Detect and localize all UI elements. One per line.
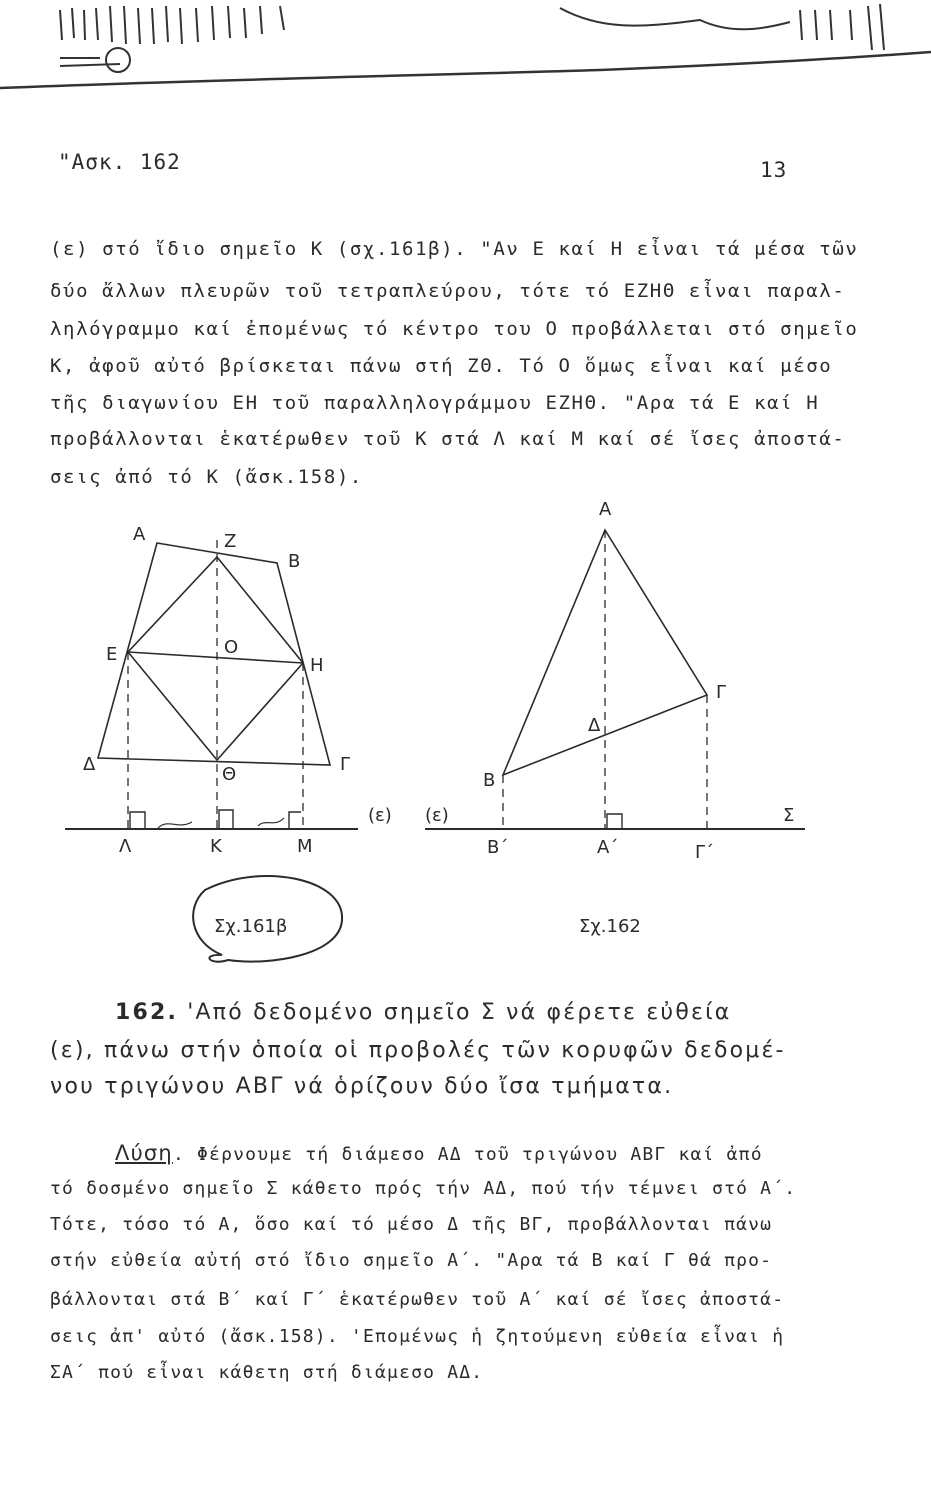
label-G-right: Γ — [716, 682, 727, 703]
label-B1: Β΄ — [487, 837, 509, 858]
text-line: σεις ἀπό τό Κ (ἄσκ.158). — [50, 466, 363, 488]
parallelogram-ezhth — [128, 557, 303, 760]
solution-line: σεις ἀπ' αὐτό (ἄσκ.158). 'Επομένως ἡ ζητούμενη εὐθεία εἶναι ἡ — [50, 1326, 785, 1347]
label-A1: Α΄ — [597, 837, 619, 858]
solution-line: . Φέρνουμε τή διάμεσο ΑΔ τοῦ τριγώνου ΑΒΓ καί ἀπό — [172, 1144, 763, 1165]
label-D-right: Δ — [588, 715, 601, 736]
diagonal-eh — [128, 652, 303, 663]
label-D-left: Δ — [83, 754, 96, 775]
text-line: τῆς διαγωνίου ΕΗ τοῦ παραλληλογράμμου ΕΖΗΘ. "Αρα τά Ε καί Η — [50, 392, 820, 414]
label-eps-right: (ε) — [425, 805, 449, 826]
solution-line: ΣΑ΄ πού εἶναι κάθετη στή διάμεσο ΑΔ. — [50, 1362, 484, 1383]
label-eps-left: (ε) — [368, 805, 392, 826]
label-Th: Θ — [222, 764, 237, 785]
handwritten-scribble — [0, 0, 931, 100]
text-line: (ε) στό ἴδιο σημεῖο Κ (σχ.161β). "Αν Ε καί Η εἶναι τά μέσα τῶν — [50, 238, 859, 260]
problem-line: νου τριγώνου ΑΒΓ νά ὁρίζουν δύο ἴσα τμήματα. — [50, 1074, 674, 1099]
text-line: δύο ἄλλων πλευρῶν τοῦ τετραπλεύρου, τότε τό ΕΖΗΘ εἶναι παραλ- — [50, 280, 846, 302]
exercise-label: "Ασκ. 162 — [58, 150, 181, 174]
label-M: Μ — [297, 836, 313, 857]
figure-161b — [65, 540, 358, 829]
label-G1: Γ΄ — [695, 842, 715, 863]
label-B-left: Β — [288, 551, 301, 572]
label-Z: Ζ — [224, 531, 237, 552]
problem-line: (ε), πάνω στήν ὁποία οἱ προβολές τῶν κορυφῶν δεδομέ- — [50, 1038, 786, 1063]
problem-line: 'Από δεδομένο σημεῖο Σ νά φέρετε εὐθεία — [178, 1000, 732, 1025]
page-number: 13 — [760, 158, 788, 182]
label-S: Σ — [783, 805, 795, 826]
solution-line: τό δοσμένο σημεῖο Σ κάθετο πρός τήν ΑΔ, πού τήν τέμνει στό Α΄. — [50, 1178, 797, 1199]
label-K: Κ — [210, 836, 222, 857]
figures — [0, 490, 931, 980]
label-G-left: Γ — [340, 754, 351, 775]
label-A-right: Α — [599, 499, 612, 520]
solution-line: στήν εὐθεία αὐτή στό ἴδιο σημεῖο Α΄. "Αρα τά Β καί Γ θά προ- — [50, 1250, 773, 1271]
text-line: Κ, ἀφοῦ αὐτό βρίσκεται πάνω στή ΖΘ. Τό Ο ὅμως εἶναι καί μέσο — [50, 355, 833, 377]
label-E: Ε — [106, 644, 118, 665]
text-line: ληλόγραμμο καί ἐπομένως τό κέντρο του Ο προβάλλεται στό σημεῖο — [50, 318, 859, 340]
solution-line: Τότε, τόσο τό Α, ὅσο καί τό μέσο Δ τῆς ΒΓ, προβάλλονται πάνω — [50, 1214, 773, 1235]
label-B-right: Β — [483, 770, 496, 791]
problem-number: 162. — [115, 1000, 179, 1025]
label-H: Η — [310, 655, 324, 676]
label-L: Λ — [119, 836, 132, 857]
label-O: Ο — [224, 637, 239, 658]
solution-title: Λύση — [115, 1141, 173, 1165]
caption-161b: Σχ.161β — [214, 916, 288, 937]
label-A-left: Α — [133, 524, 146, 545]
text-line: προβάλλονται ἑκατέρωθεν τοῦ Κ στά Λ καί Μ καί σέ ἴσες ἀποστά- — [50, 428, 846, 450]
figure-162 — [425, 530, 805, 829]
caption-162: Σχ.162 — [579, 916, 641, 937]
solution-line: βάλλονται στά Β΄ καί Γ΄ ἑκατέρωθεν τοῦ Α΄ καί σέ ἴσες ἀποστά- — [50, 1289, 785, 1310]
triangle-abg — [503, 530, 707, 775]
